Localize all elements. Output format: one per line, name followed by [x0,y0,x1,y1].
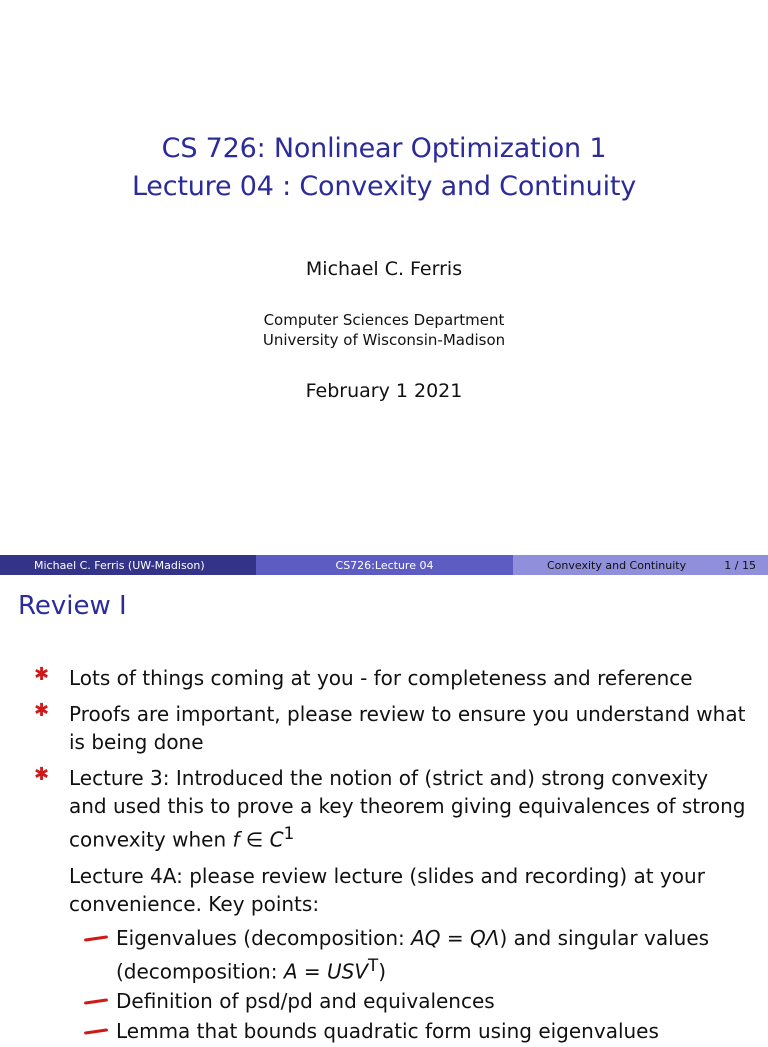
lecture-date: February 1 2021 [305,380,463,402]
list-item [0,664,768,692]
list-item-text: Proofs are important, please review to ensure you understand what is being done [69,702,746,754]
sub-item [0,987,768,1015]
institute-line-1: Computer Sciences Department [263,311,505,329]
frame-title: Review I [18,591,127,621]
footer-lecture [256,555,513,575]
star-bullet-icon: ✱ [34,700,50,721]
math-superscript: T [368,955,379,975]
slide-title-line-2: Lecture 04 : Convexity and Continuity [131,171,637,202]
list-item-text: Lecture 3: Introduced the notion of (strict and) strong convexity and used this to prove a key theorem giving equivalences of strong convexity when [69,766,746,852]
author-name: Michael C. Ferris [305,258,463,280]
math-eigen-decomposition: AQ = QΛ [411,925,500,950]
lecture-4a-paragraph: Lecture 4A: please review lecture (slides and recording) at your convenience. Key points: [69,863,705,916]
list-item [0,764,768,854]
slide-title-line-1: CS 726: Nonlinear Optimization 1 [161,133,607,164]
star-bullet-icon: ✱ [34,664,50,685]
sub-item-text-post: ) [378,959,387,984]
slide-footer [0,555,768,575]
sub-item-text: Lemma that bounds quadratic form using eigenvalues [116,1019,659,1044]
list-item-text: Lots of things coming at you - for completeness and reference [69,666,693,690]
dash-bullet-icon [84,935,108,941]
star-bullet-icon: ✱ [34,764,50,785]
review-slide [0,575,768,1044]
math-f-in-c: f ∈ C [232,827,284,852]
institute-line-2: University of Wisconsin-Madison [262,331,506,349]
footer-page-number: 1 / 15 [724,558,756,572]
footer-topic-text: Convexity and Continuity [547,558,687,572]
dash-bullet-icon [84,999,108,1005]
sub-item-text-mid: ) and singular values (decomposition: [116,925,710,984]
sub-item [0,1017,768,1045]
sub-item [0,924,768,986]
sub-item-text: Definition of psd/pd and equivalences [116,989,495,1014]
dash-bullet-icon [84,1029,108,1035]
footer-lecture-text: CS726:Lecture 04 [335,558,434,572]
footer-author [0,555,256,575]
footer-author-text: Michael C. Ferris (UW-Madison) [34,558,205,572]
list-item [0,700,768,756]
sub-item-text-pre: Eigenvalues (decomposition: [116,925,412,950]
review-list [0,664,768,1047]
math-svd: A = USV [283,959,369,984]
math-superscript: 1 [283,824,295,843]
footer-topic [513,555,768,575]
